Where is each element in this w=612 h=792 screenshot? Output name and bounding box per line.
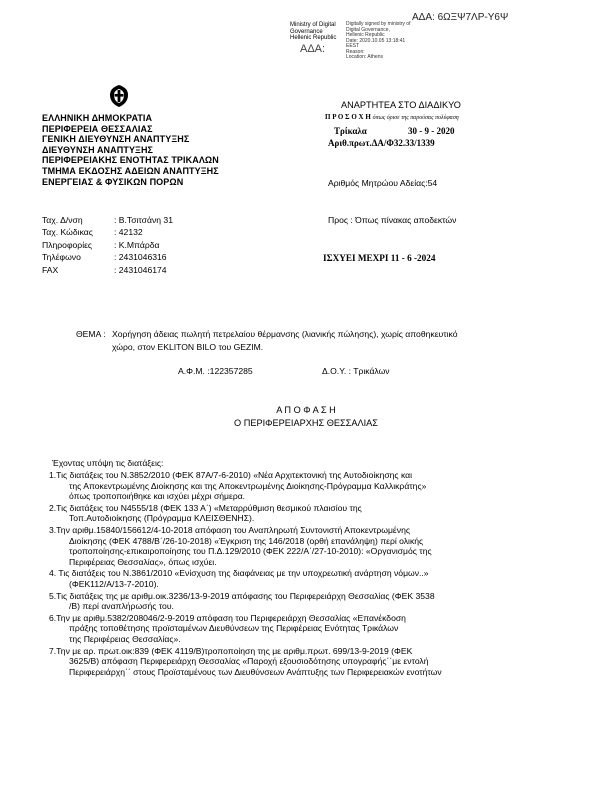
attention-note bbox=[325, 113, 459, 121]
subject-line: χώρο, στον EKLITON BILO του GEZIM. bbox=[112, 342, 264, 352]
contact-row bbox=[42, 264, 242, 276]
contact-value: : Κ.Μπάρδα bbox=[114, 239, 160, 250]
decision-title: Α Π Ο Φ Α Σ Η bbox=[276, 405, 336, 415]
valid-until: ΙΣΧΥΕΙ ΜΕΧΡΙ 11 - 6 -2024 bbox=[323, 253, 436, 263]
greek-emblem-icon bbox=[108, 84, 130, 110]
contact-value: : Β.Τσιτσάνη 31 bbox=[114, 215, 173, 225]
list-item: 5.Τις διατάξεις της με αριθμ.οικ.3236/13-9-2019 απόφασης του Περιφερειάρχη Θεσσαλίας (ΦΕΚ 3538 /Β) περί αναπλήρωσής του. bbox=[49, 590, 435, 612]
signature-detail: Hellenic Republic bbox=[346, 32, 385, 38]
ministry-line: Hellenic Republic bbox=[290, 35, 337, 42]
protocol-number: Αριθ.πρωτ.ΔΑ/Φ32.33/1339 bbox=[328, 138, 435, 148]
tax-office: Δ.Ο.Υ. : Τρικάλων bbox=[322, 366, 390, 376]
license-registry: Αριθμός Μητρώου Αδείας:54 bbox=[328, 178, 438, 188]
list-item: 6.Την με αριθμ.5382/208046/2-9-2019 απόφαση του Περιφερειάρχη Θεσσαλίας «Επανέκδοση πράξης τοποθέτησης προϊσταμένων Διευθύνσεων της Περιφέρειας Ενότητας Τρικάλων της Περιφέρειας Θεσσαλίας». bbox=[49, 612, 406, 644]
recipient: Προς : Όπως πίνακας αποδεκτών bbox=[328, 215, 457, 225]
contact-label: Ταχ. Κώδικας bbox=[42, 227, 93, 238]
list-item: 3.Την αριθμ.15840/156612/4-10-2018 απόφαση του Αναπληρωτή Συντονιστή Αποκεντρωμένης Διοίκησης (ΦΕΚ 4788/Β΄/26-10-2018) «Έγκριση της 146/2018 (ορθή επανάληψη) περί ολικής τροποποίησης-επικαιροποίησης του Π.Δ.129/2010 (ΦΕΚ 222/Α΄/27-10-2010): «Οργανισμός της Περιφέρειας Θεσσαλίας», όπως ισχύει. bbox=[49, 524, 432, 567]
contact-value: : 2431046174 bbox=[114, 264, 167, 275]
list-item: 1.Τις διατάξεις του Ν.3852/2010 (ΦΕΚ 87Α/7-6-2010) «Νέα Αρχιτεκτονική της Αυτοδιοίκησης και της Αποκεντρωμένης Διοίκησης και της Αποκεντρωμένης Διοίκησης-Πρόγραμμα Καλλικράτης» όπως τροποποιήθηκε και ισχύει μέχρι σήμερα. bbox=[49, 470, 427, 502]
decision-subtitle: Ο ΠΕΡΙΦΕΡΕΙΑΡΧΗΣ ΘΕΣΣΑΛΙΑΣ bbox=[234, 418, 378, 428]
contact-value: : 2431046316 bbox=[114, 252, 167, 263]
attention-label: Π Ρ Ο Σ Ο Χ Η bbox=[325, 113, 371, 121]
subject-label: ΘΕΜΑ : bbox=[76, 329, 106, 339]
sender-block bbox=[42, 113, 219, 187]
contact-block bbox=[42, 214, 242, 276]
list-item: 2.Τις διατάξεις του Ν4555/18 (ΦΕΚ 133 Α΄) «Μεταρρύθμιση θεσμικού πλαισίου της Τοπ.Αυτοδιοίκησης (Πρόγραμμα ΚΛΕΙΣΘΕΝΗΣ). bbox=[49, 502, 362, 524]
date: 30 - 9 - 2020 bbox=[408, 126, 455, 136]
contact-row bbox=[42, 214, 242, 226]
sender-line: ΓΕΝΙΚΗ ΔΙΕΥΘΥΝΣΗ ΑΝΑΠΤΥΞΗΣ bbox=[42, 134, 190, 145]
sender-line: ΠΕΡΙΦΕΡΕΙΑ ΘΕΣΣΑΛΙΑΣ bbox=[42, 123, 153, 134]
sender-line: ΔΙΕΥΘΥΝΣΗ ΑΝΑΠΤΥΞΗΣ bbox=[42, 144, 154, 155]
ada-label: ΑΔΑ: bbox=[300, 43, 326, 55]
sender-line: ΤΜΗΜΑ ΕΚΔΟΣΗΣ ΑΔΕΙΩΝ ΑΝΑΠΤΥΞΗΣ bbox=[42, 165, 219, 176]
sender-line: ΕΛΛΗΝΙΚΗ ΔΗΜΟΚΡΑΤΙΑ bbox=[42, 113, 153, 123]
contact-row bbox=[42, 251, 242, 263]
list-item: 7.Την με αρ. πρωτ.οικ:839 (ΦΕΚ 4119/Β)τροποποίηση της με αριθμ.πρωτ. 699/13-9-2019 (ΦΕΚ 3625/Β) απόφαση Περιφερειάρχη Θεσσαλίας «Παροχή εξουσιοδότησης υπογραφής΄΄με εντολή Περιφερειάρχη΄΄ στους Προϊσταμένους των Διευθύνσεων Ανάπτυξης των Περιφερειακών ενοτήτων bbox=[49, 645, 442, 677]
contact-label: Πληροφορίες bbox=[42, 239, 93, 250]
list-item: 4. Τις διατάξεις του Ν.3861/2010 «Ενίσχυση της διαφάνειας με την υποχρεωτική ανάρτηση νόμων..» (ΦΕΚ112/Α/13-7-2010). bbox=[49, 568, 429, 589]
contact-row bbox=[42, 239, 242, 251]
contact-row bbox=[42, 226, 242, 238]
signature-detail: Date: 2020.10.05 13:18:41 bbox=[346, 37, 406, 44]
signature-detail: Digitally signed by ministry of bbox=[346, 21, 411, 27]
ada-header: ΑΔΑ: 6ΩΞΨ7ΛΡ-Υ6Ψ bbox=[412, 12, 509, 23]
sender-line: ΕΝΕΡΓΕΙΑΣ & ΦΥΣΙΚΩΝ ΠΟΡΩΝ bbox=[42, 176, 184, 187]
sender-line: ΠΕΡΙΦΕΡΕΙΑΚΗΣ ΕΝΟΤΗΤΑΣ ΤΡΙΚΑΛΩΝ bbox=[42, 155, 219, 166]
considerations-list bbox=[49, 470, 442, 677]
considerations-intro: Έχοντας υπόψη τις διατάξεις: bbox=[52, 458, 164, 468]
subject-line: Χορήγηση άδειας πωλητή πετρελαίου θέρμανσης (λιανικής πώλησης), χωρίς αποθηκευτικό bbox=[112, 329, 458, 339]
posting-title: ΑΝΑΡΤΗΤΕΑ ΣΤΟ ΔΙΑΔΙΚΥΟ bbox=[341, 100, 461, 110]
attention-text: όπως όρισε της παρούσας πολύφαση bbox=[372, 115, 459, 121]
contact-value: : 42132 bbox=[114, 227, 143, 238]
tax-id: Α.Φ.Μ. :122357285 bbox=[178, 366, 253, 376]
contact-label: Ταχ. Δ/νση bbox=[42, 215, 83, 225]
place: Τρίκαλα bbox=[334, 126, 367, 136]
contact-label: FAX bbox=[42, 264, 59, 275]
signature-detail: Reason: bbox=[346, 48, 365, 55]
signature-detail: EEST bbox=[346, 43, 360, 49]
ministry-line: Governance bbox=[290, 28, 323, 35]
signature-detail: Digital Governance, bbox=[346, 26, 390, 33]
signature-detail: Location: Athens bbox=[346, 54, 383, 60]
ministry-line: Ministry of Digital bbox=[290, 22, 336, 28]
contact-label: Τηλέφωνο bbox=[42, 252, 81, 263]
